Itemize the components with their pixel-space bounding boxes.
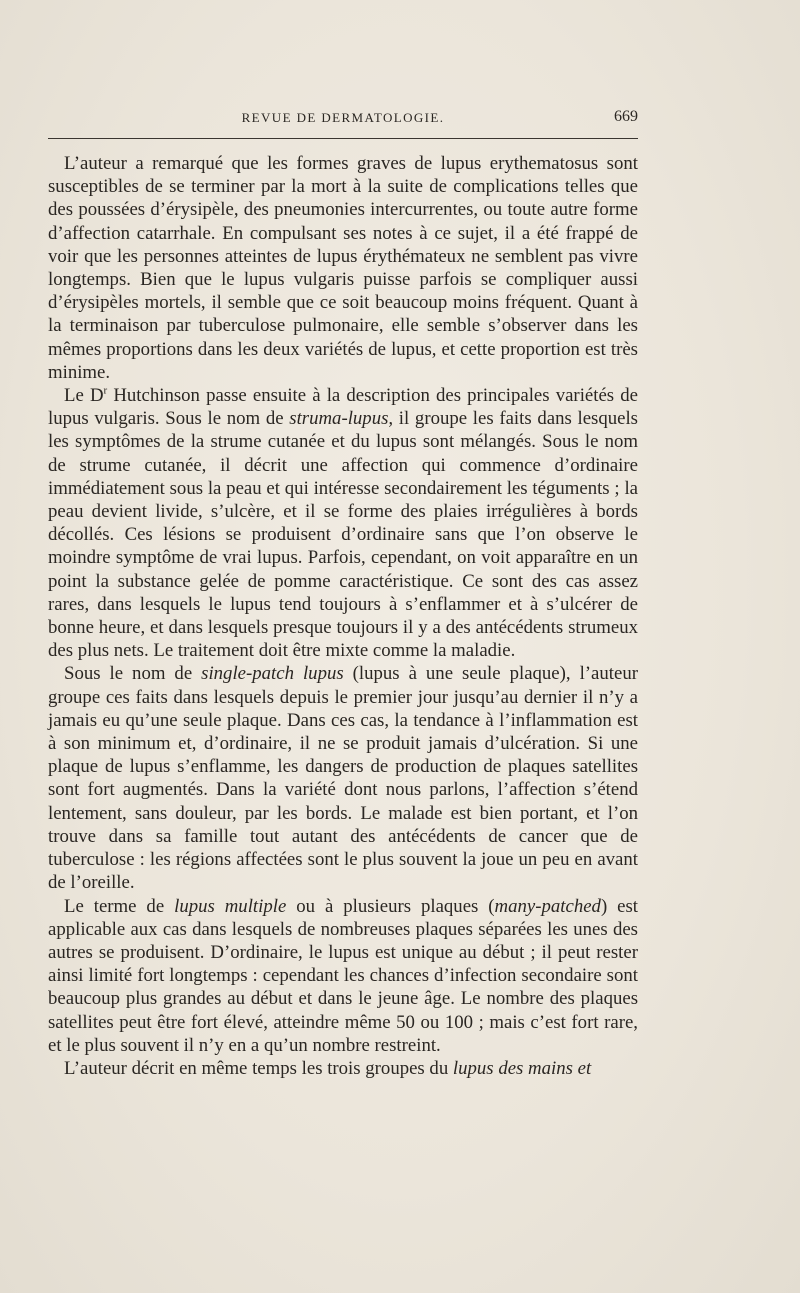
paragraph: Le $D^r$ Hutchinson passe ensuite à la description des principales variétés de lupus vulgaris. Sous le nom de struma-lupus, il groupe les faits dans lesquels les symptômes de la strume cutanée et du lupus sont mélangés. Sous le nom de strume cutanée, il décrit une affection qui commence d’ordinaire immédiatement sous la peau et qui intéresse secondairement les téguments ; la peau devient livide, s’ulcère, et il se forme des plaies irrégulières à bords décollés. Ces lésions se produisent d’ordinaire sans que l’on observe le moindre symptôme de vrai lupus. Parfois, cependant, on voit apparaître en un point la substance gelée de pomme caractéristique. Ce sont des cas assez rares, dans lesquels le lupus tend toujours à s’enflammer et à s’ulcérer de bonne heure, et dans lesquels presque toujours il y a des antécédents strumeux des plus nets. Le traitement doit être mixte comme la maladie.: [48, 384, 638, 662]
page-header: [48, 108, 638, 130]
page-number: 669: [614, 108, 638, 125]
italic-term: single-patch lupus: [201, 663, 344, 685]
superscript: r: [103, 384, 108, 397]
article-body: [48, 152, 638, 1080]
italic-term: lupus multiple: [174, 895, 287, 917]
italic-term: many-patched: [494, 895, 601, 917]
running-title: REVUE DE DERMATOLOGIE.: [241, 110, 445, 125]
header-rule: [48, 138, 638, 139]
italic-term: struma-lupus,: [289, 408, 394, 430]
paragraph: L’auteur a remarqué que les formes graves de lupus erythematosus sont susceptibles de se terminer par la mort à la suite de complications telles que des poussées d’érysipèle, des pneumonies intercurrentes, ou toute autre forme d’affection catarrhale. En compulsant ses notes à ce sujet, il a été frappé de voir que les personnes atteintes de lupus érythémateux ne semblent pas vivre longtemps. Bien que le lupus vulgaris puisse parfois se compliquer aussi d’érysipèles mortels, il semble que ce soit beaucoup moins fréquent. Quant à la terminaison par tuberculose pulmonaire, elle semble s’observer dans les mêmes proportions dans les deux variétés de lupus, et cette proportion est très minime.: [48, 153, 638, 383]
paragraph: Le terme de lupus multiple ou à plusieurs plaques (many-patched) est applicable aux cas dans lesquels de nombreuses plaques séparées les unes des autres se produisent. D’ordinaire, le lupus est unique au début ; il peut rester ainsi limité fort longtemps : cependant les chances d’infection secondaire sont beaucoup plus grandes au début et dans le jeune âge. Le nombre des plaques satellites peut être fort élevé, atteindre même 50 ou 100 ; mais c’est fort rare, et le plus souvent il n’y en a qu’un nombre restreint.: [48, 895, 638, 1056]
paragraph: Sous le nom de single-patch lupus (lupus à une seule plaque), l’auteur groupe ces faits dans lesquels depuis le premier jour jusqu’au dernier il n’y a jamais eu qu’une seule plaque. Dans ces cas, la tendance à l’inflammation est à son minimum et, d’ordinaire, il ne se produit jamais d’ulcération. Si une plaque de lupus s’enflamme, les dangers de production de plaques satellites sont fort augmentés. Dans la variété dont nous parlons, l’affection s’étend lentement, sans douleur, par les bords. Le malade est bien portant, et l’on trouve dans sa famille tout autant des antécédents de cancer que de tuberculose : les régions affectées sont le plus souvent la joue un peu en avant de l’oreille.: [48, 663, 638, 894]
paragraph: L’auteur décrit en même temps les trois groupes du lupus des mains et: [64, 1057, 592, 1079]
italic-term: lupus des mains et: [452, 1057, 592, 1079]
